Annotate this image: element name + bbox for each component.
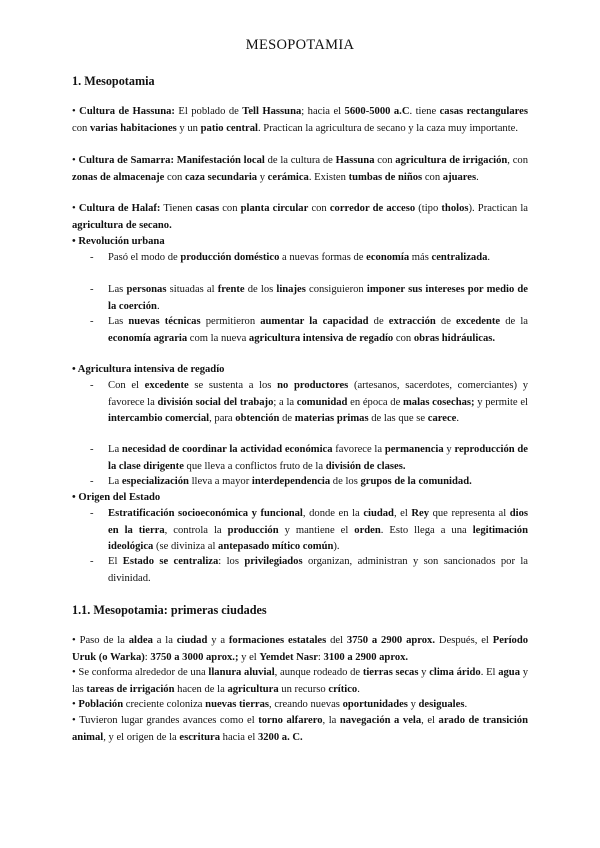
paragraph-primeras-ciudades-2: • Se conforma alrededor de una llanura aluvial, aunque rodeado de tierras secas y clima árido. El agua y las tareas de irrigación hacen de la agricultura un recurso crítico. xyxy=(72,667,528,695)
paragraph-primeras-ciudades-1: • Paso de la aldea a la ciudad y a formaciones estatales del 3750 a 2900 aprox. Después, el Período Uruk (o Warka): 3750 a 3000 aprox.; y el Yemdet Nasr: 3100 a 2900 aprox. xyxy=(72,635,529,663)
paragraph-primeras-ciudades-3: • Población creciente coloniza nuevas tierras, creando nuevas oportunidades y desiguales. xyxy=(72,699,468,710)
paragraph-halaf: • Cultura de Halaf: Tienen casas con planta circular con corredor de acceso (tipo tholos). Practican la agricultura de secano. xyxy=(72,203,528,231)
list-item: - Estratificación socioeconómica y funcional, donde en la ciudad, el Rey que representa al dios en la tierra, controla la producción y mantiene el orden. Esto llega a una legitimación ideológica (se diviniza al antepasado mítico común). xyxy=(90,508,529,553)
paragraph-samarra: • Cultura de Samarra: Manifestación local de la cultura de Hassuna con agricultura de irrigación, con zonas de almacenaje con caza secundaria y cerámica. Existen tumbas de niños con ajuares. xyxy=(72,155,528,183)
list-item: - El Estado se centraliza: los privilegiados organizan, administran y son sancionados por la divinidad. xyxy=(90,556,528,584)
bullet-revolucion-urbana: • Revolución urbana xyxy=(72,236,165,247)
page-title: MESOPOTAMIA xyxy=(245,37,355,53)
paragraph-primeras-ciudades-4: • Tuvieron lugar grandes avances como el torno alfarero, la navegación a vela, el arado de transición animal, y el origen de la escritura hacia el 3200 a. C. xyxy=(72,715,528,743)
list-item: - Con el excedente se sustenta a los no productores (artesanos, sacerdotes, comerciantes) y favorece la división social del trabajo; a la comunidad en época de malas cosechas; y permite el intercambio comercial, para obtención de materias primas de las que se carece. xyxy=(90,380,529,425)
list-item: - La necesidad de coordinar la actividad económica favorece la permanencia y reproducción de la clase dirigente que lleva a conflictos fruto de la división de clases. xyxy=(90,444,528,472)
list-item: - Las personas situadas al frente de los linajes consiguieron imponer sus intereses por medio de la coerción. xyxy=(90,284,528,312)
list-item: - Las nuevas técnicas permitieron aumentar la capacidad de extracción de excedente de la economía agraria com la nueva agricultura intensiva de regadío con obras hidráulicas. xyxy=(90,316,528,344)
section-heading-2: 1.1. Mesopotamia: primeras ciudades xyxy=(72,603,267,617)
list-item: - La especialización lleva a mayor interdependencia de los grupos de la comunidad. xyxy=(90,476,472,487)
list-item: - Pasó el modo de producción doméstico a nuevas formas de economía más centralizada. xyxy=(90,252,491,263)
paragraph-hassuna: • Cultura de Hassuna: El poblado de Tell Hassuna; hacia el 5600-5000 a.C. tiene casas rectangulares con varias habitaciones y un patio central. Practican la agricultura de secano y la caza muy importante. xyxy=(72,106,528,134)
bullet-origen-estado: • Origen del Estado xyxy=(72,492,161,503)
bullet-agricultura-intensiva: • Agricultura intensiva de regadío xyxy=(72,364,225,375)
section-heading-1: 1. Mesopotamia xyxy=(72,74,155,88)
